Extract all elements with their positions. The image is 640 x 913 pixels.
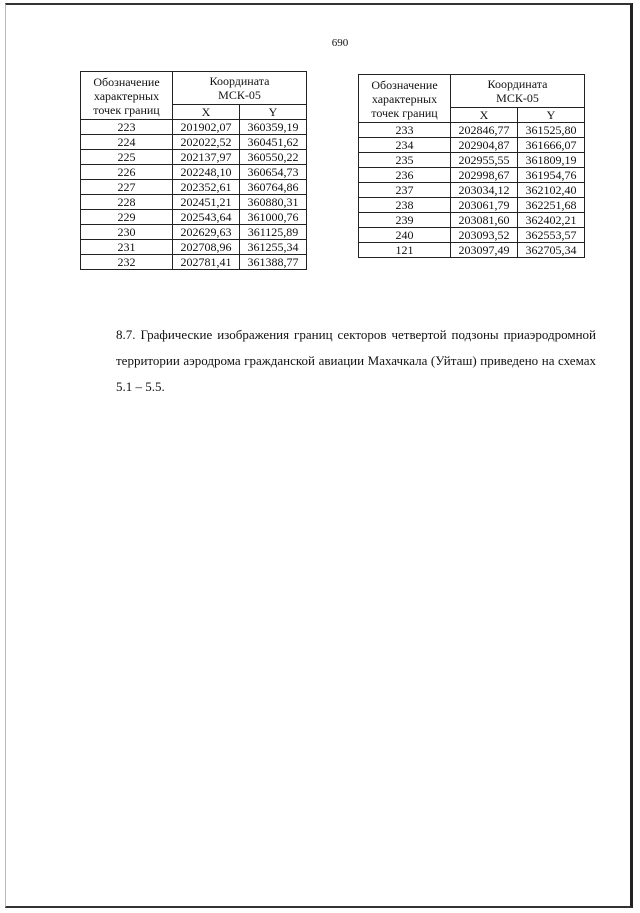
x-cell: 202248,10 <box>173 165 240 180</box>
y-cell: 361125,89 <box>240 225 307 240</box>
table-row <box>359 183 585 198</box>
y-cell: 361666,07 <box>518 138 585 153</box>
y-cell: 362705,34 <box>518 243 585 258</box>
x-cell: 203093,52 <box>451 228 518 243</box>
table-row <box>359 138 585 153</box>
table-row <box>359 123 585 138</box>
table-row <box>81 165 307 180</box>
table-row <box>81 150 307 165</box>
x-cell: 203081,60 <box>451 213 518 228</box>
table-row <box>81 240 307 255</box>
y-cell: 361000,76 <box>240 210 307 225</box>
y-cell: 361954,76 <box>518 168 585 183</box>
table-row <box>81 195 307 210</box>
y-cell: 362102,40 <box>518 183 585 198</box>
point-cell: 237 <box>359 183 451 198</box>
point-cell: 227 <box>81 180 173 195</box>
table-row <box>81 120 307 135</box>
table-row <box>81 225 307 240</box>
point-cell: 121 <box>359 243 451 258</box>
table-row <box>359 198 585 213</box>
table-row <box>359 213 585 228</box>
point-cell: 223 <box>81 120 173 135</box>
point-cell: 224 <box>81 135 173 150</box>
x-cell: 202904,87 <box>451 138 518 153</box>
y-cell: 360880,31 <box>240 195 307 210</box>
header-point: Обозначение характерных точек границ <box>359 75 451 123</box>
header-x: X <box>451 108 518 123</box>
coordinates-table-left <box>80 71 307 270</box>
point-cell: 238 <box>359 198 451 213</box>
point-cell: 228 <box>81 195 173 210</box>
x-cell: 202451,21 <box>173 195 240 210</box>
point-cell: 240 <box>359 228 451 243</box>
x-cell: 202708,96 <box>173 240 240 255</box>
x-cell: 202629,63 <box>173 225 240 240</box>
y-cell: 360451,62 <box>240 135 307 150</box>
header-x: X <box>173 105 240 120</box>
point-cell: 229 <box>81 210 173 225</box>
x-cell: 203097,49 <box>451 243 518 258</box>
y-cell: 360550,22 <box>240 150 307 165</box>
y-cell: 362402,21 <box>518 213 585 228</box>
point-cell: 233 <box>359 123 451 138</box>
y-cell: 360654,73 <box>240 165 307 180</box>
body-paragraph <box>80 322 596 400</box>
table-row <box>359 228 585 243</box>
page-number: 690 <box>331 37 349 49</box>
x-cell: 202137,97 <box>173 150 240 165</box>
paragraph-text: 8.7. Графические изображения границ секторов четвертой подзоны приаэродромной территории аэродрома гражданской авиации Махачкала (Уйташ) приведено на схемах 5.1 – 5.5. <box>116 327 596 394</box>
y-cell: 361388,77 <box>240 255 307 270</box>
header-y: Y <box>518 108 585 123</box>
table-row <box>359 153 585 168</box>
coordinates-table-right <box>358 74 585 258</box>
table-row <box>81 180 307 195</box>
point-cell: 234 <box>359 138 451 153</box>
point-cell: 232 <box>81 255 173 270</box>
point-cell: 230 <box>81 225 173 240</box>
header-coordinate: Координата МСК-05 <box>451 75 585 108</box>
y-cell: 361809,19 <box>518 153 585 168</box>
y-cell: 360764,86 <box>240 180 307 195</box>
x-cell: 203034,12 <box>451 183 518 198</box>
table-row <box>81 135 307 150</box>
point-cell: 235 <box>359 153 451 168</box>
y-cell: 361525,80 <box>518 123 585 138</box>
y-cell: 362553,57 <box>518 228 585 243</box>
x-cell: 202022,52 <box>173 135 240 150</box>
table-row <box>81 255 307 270</box>
x-cell: 202352,61 <box>173 180 240 195</box>
table-row <box>359 168 585 183</box>
y-cell: 361255,34 <box>240 240 307 255</box>
point-cell: 225 <box>81 150 173 165</box>
x-cell: 202543,64 <box>173 210 240 225</box>
point-cell: 236 <box>359 168 451 183</box>
table-row <box>81 210 307 225</box>
header-coordinate: Координата МСК-05 <box>173 72 307 105</box>
y-cell: 362251,68 <box>518 198 585 213</box>
point-cell: 231 <box>81 240 173 255</box>
x-cell: 202846,77 <box>451 123 518 138</box>
header-point: Обозначение характерных точек границ <box>81 72 173 120</box>
x-cell: 202955,55 <box>451 153 518 168</box>
y-cell: 360359,19 <box>240 120 307 135</box>
x-cell: 202781,41 <box>173 255 240 270</box>
x-cell: 203061,79 <box>451 198 518 213</box>
x-cell: 201902,07 <box>173 120 240 135</box>
x-cell: 202998,67 <box>451 168 518 183</box>
table-row <box>359 243 585 258</box>
point-cell: 239 <box>359 213 451 228</box>
point-cell: 226 <box>81 165 173 180</box>
header-y: Y <box>240 105 307 120</box>
